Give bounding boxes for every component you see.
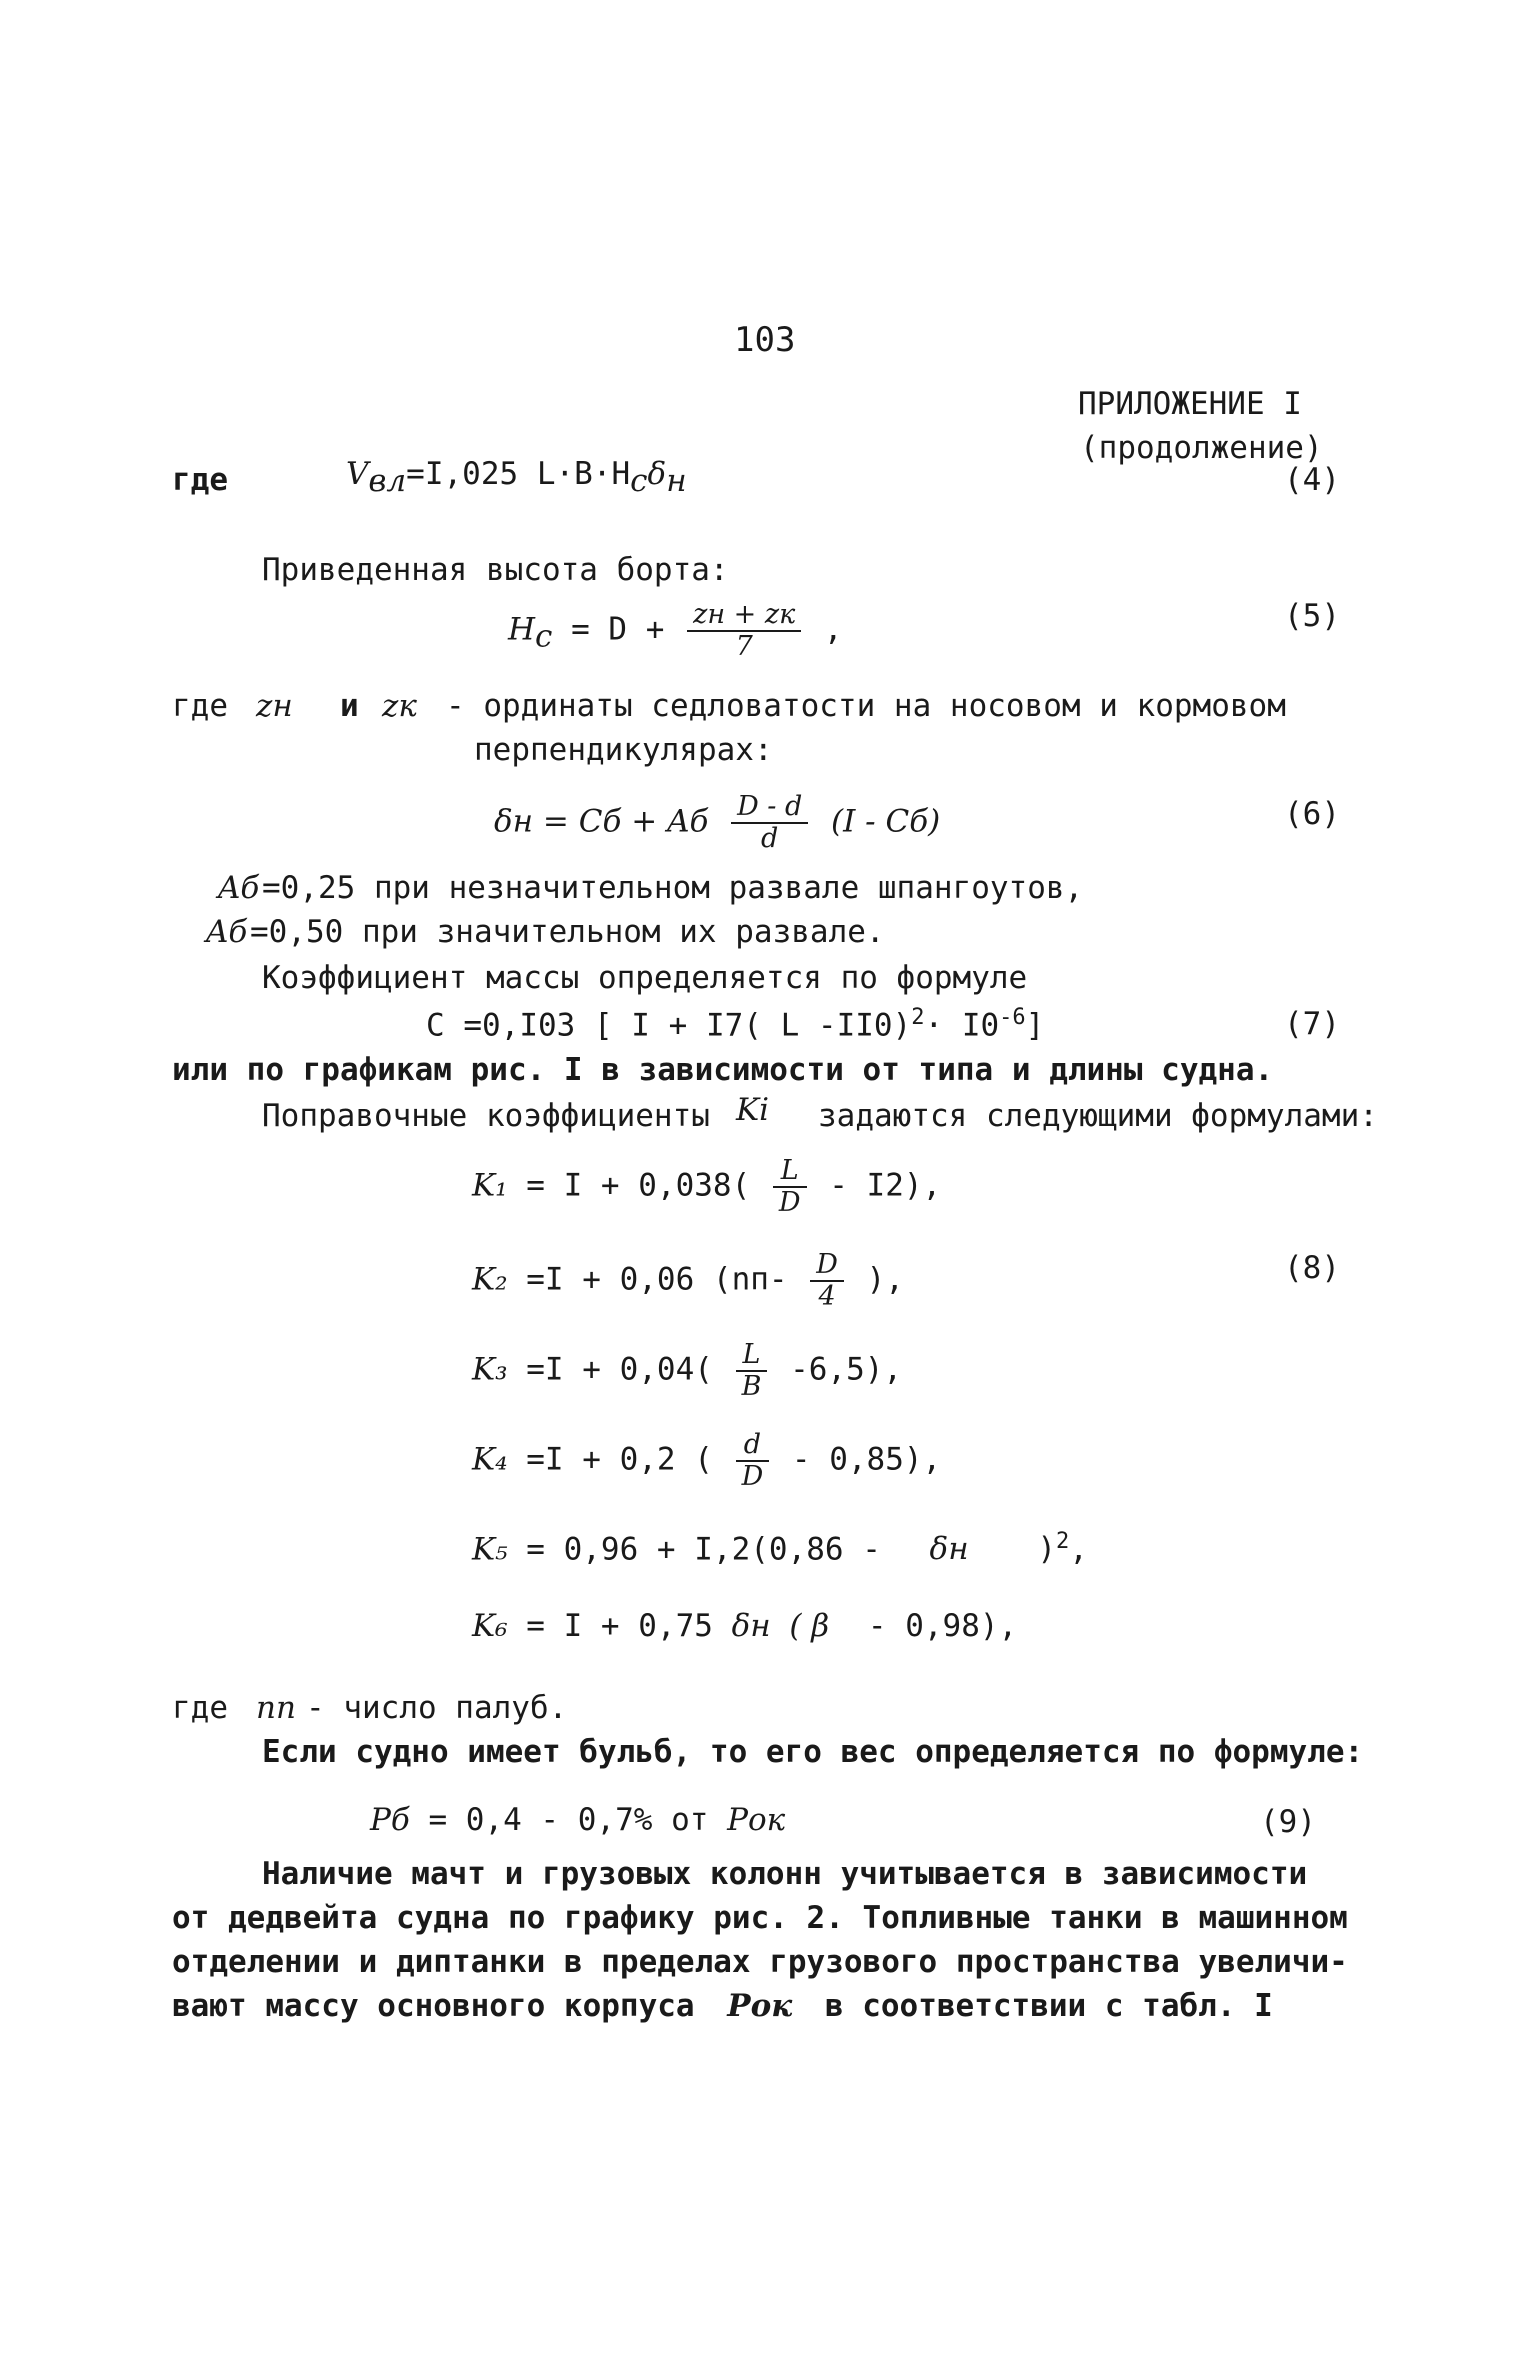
k-coef-intro-b: задаются следующими формулами: (818, 1098, 1378, 1134)
k5-formula: K₅ = 0,96 + I,2(0,86 - δн )$^2$, (472, 1529, 1088, 1568)
zn-symbol: zн (256, 688, 293, 724)
ab-value-1: =0,25 при незначительном развале шпангоутов, (262, 870, 1084, 906)
k4-formula: K₄ =I + 0,2 ( $\frac{d}{D}$ - 0,85), (472, 1429, 942, 1492)
ab-value-2: =0,50 при значительном их развале. (250, 914, 885, 950)
equation-number-9: (9) (1260, 1804, 1316, 1840)
k2-formula: K₂ =I + 0,06 (nп- $\frac{D}{4}$ ), (472, 1249, 904, 1312)
ab-symbol-2: Aб (206, 914, 248, 950)
equation-number-5: (5) (1284, 598, 1340, 634)
k6-formula: K₆ = I + 0,75 δн ( β - 0,98), (472, 1608, 1018, 1644)
equation-6: δн = Cб + Aб $\frac{D - d}{d}$ (I - Cб) (494, 791, 941, 854)
where-label-3: где (172, 1690, 228, 1726)
paragraph-line-1: Наличие мачт и грузовых колонн учитывается в зависимости (262, 1856, 1308, 1892)
k3-formula: K₃ =I + 0,04( $\frac{L}{B}$ -6,5), (472, 1339, 903, 1402)
bulb-line: Если судно имеет бульб, то его вес определяется по формуле: (262, 1734, 1364, 1770)
equation-7: C =0,I03 [ I + I7( L $-II0)^2\cdot I0^{-6}$] (426, 1005, 1045, 1044)
ordinates-desc-line1: - ординаты седловатости на носовом и кормовом (446, 688, 1286, 724)
equation-number-6: (6) (1284, 796, 1340, 832)
equation-9: Pб = 0,4 - 0,7% от Pок (370, 1802, 786, 1838)
ab-symbol-1: Aб (218, 870, 260, 906)
ki-symbol: Ki (736, 1092, 770, 1128)
graphs-line: или по графикам рис. I в зависимости от типа и длины судна. (172, 1052, 1274, 1088)
zk-symbol: zк (382, 688, 417, 724)
where-label-2: где (172, 688, 228, 724)
equation-5: $H_c = D$ + $\frac{zн + zк}{7}$ , (508, 599, 843, 662)
equation-4: $V_{вл}=I,025$ $L\cdot B\cdot H_c\delta_н$ (346, 456, 687, 500)
k1-formula: K₁ = I + 0,038( $\frac{L}{D}$ - I2), (472, 1155, 942, 1218)
paragraph-line-4: вают массу основного корпуса Pок в соответствии с табл. I (172, 1988, 1273, 2024)
k-coef-intro-a: Поправочные коэффициенты (262, 1098, 710, 1134)
and-word: и (340, 688, 359, 724)
reduced-height-intro: Приведенная высота борта: (262, 552, 729, 588)
equation-number-4: (4) (1284, 462, 1340, 498)
ordinates-desc-line2: перпендикулярах: (474, 732, 773, 768)
appendix-title: ПРИЛОЖЕНИЕ I (1078, 386, 1302, 422)
paragraph-line-3: отделении и диптанки в пределах грузового пространства увеличи- (172, 1944, 1348, 1980)
np-desc: - число палуб. (306, 1690, 568, 1726)
paragraph-line-2: от дедвейта судна по графику рис. 2. Топливные танки в машинном (172, 1900, 1348, 1936)
where-label-1: где (172, 462, 228, 498)
appendix-continuation: (продолжение) (1080, 430, 1323, 466)
equation-number-7: (7) (1284, 1006, 1340, 1042)
np-symbol: nп (256, 1690, 296, 1726)
page-number: 103 (734, 320, 796, 360)
mass-coef-intro: Коэффициент массы определяется по формуле (262, 960, 1028, 996)
equation-number-8: (8) (1284, 1250, 1340, 1286)
